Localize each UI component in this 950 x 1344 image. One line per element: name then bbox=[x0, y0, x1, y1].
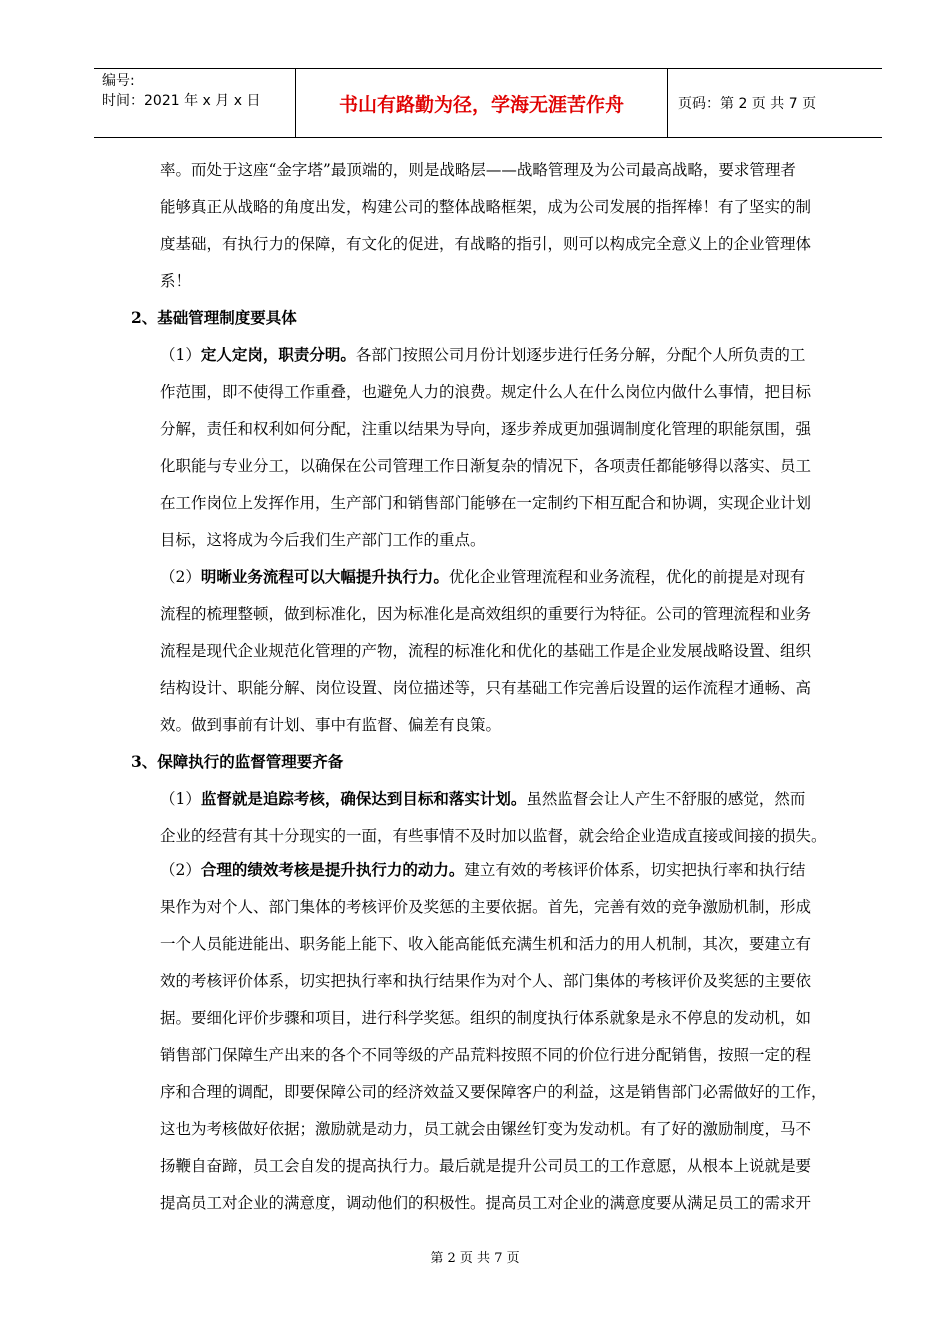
item-number: （1） bbox=[160, 790, 201, 808]
body-line: 这也为考核做好依据；激励就是动力，员工就会由镙丝钉变为发动机。有了好的激励制度，马不 bbox=[160, 1120, 812, 1138]
body-line: 效。做到事前有计划、事中有监督、偏差有良策。 bbox=[160, 716, 502, 734]
doc-number-label: 编号: bbox=[102, 73, 135, 89]
item-lead-rest: 建立有效的考核评价体系，切实把执行率和执行结 bbox=[464, 861, 806, 879]
section-heading-2: 2、基础管理制度要具体 bbox=[131, 308, 297, 327]
item-lead-rest: 虽然监督会让人产生不舒服的感觉，然而 bbox=[526, 790, 806, 808]
body-line: 流程的梳理整顿，做到标准化，因为标准化是高效组织的重要行为特征。公司的管理流程和业务 bbox=[160, 605, 812, 623]
body-line: 果作为对个人、部门集体的考核评价及奖惩的主要依据。首先，完善有效的竞争激励机制，形成 bbox=[160, 898, 812, 916]
item-lead-bold: 合理的绩效考核是提升执行力的动力。 bbox=[200, 860, 465, 879]
time-label: 时间：2021 年 x 月 x 日 bbox=[102, 93, 261, 109]
paragraph-lead bbox=[160, 345, 805, 365]
body-line: 序和合理的调配，即要保障公司的经济效益又要保障客户的利益，这是销售部门必需做好的工作， bbox=[160, 1083, 827, 1101]
paragraph-lead bbox=[160, 860, 805, 880]
header-meta-cell bbox=[94, 69, 296, 137]
header-motto: 书山有路勤为径，学海无涯苦作舟 bbox=[296, 69, 668, 137]
item-lead-bold: 明晰业务流程可以大幅提升执行力。 bbox=[200, 567, 449, 586]
body-line: 扬鞭自奋蹄，员工会自发的提高执行力。最后就是提升公司员工的工作意愿，从根本上说就是要 bbox=[160, 1157, 812, 1175]
body-line: 能够真正从战略的角度出发，构建公司的整体战略框架，成为公司发展的指挥棒！有了坚实的制 bbox=[160, 198, 812, 216]
body-line: 效的考核评价体系，切实把执行率和执行结果作为对个人、部门集体的考核评价及奖惩的主要依 bbox=[160, 972, 812, 990]
body-line: 率。而处于这座“金字塔”最顶端的，则是战略层——战略管理及为公司最高战略，要求管理者 bbox=[160, 161, 796, 179]
body-line: 度基础，有执行力的保障，有文化的促进，有战略的指引，则可以构成完全意义上的企业管理体 bbox=[160, 235, 812, 253]
paragraph-lead bbox=[160, 567, 805, 587]
item-number: （2） bbox=[160, 568, 201, 586]
body-line: 一个人员能进能出、职务能上能下、收入能高能低充满生机和活力的用人机制，其次，要建立有 bbox=[160, 935, 812, 953]
item-lead-bold: 监督就是追踪考核，确保达到目标和落实计划。 bbox=[200, 789, 527, 808]
body-line: 流程是现代企业规范化管理的产物，流程的标准化和优化的基础工作是企业发展战略设置、组织 bbox=[160, 642, 812, 660]
page-footer: 第 2 页 共 7 页 bbox=[430, 1251, 520, 1266]
item-number: （1） bbox=[160, 346, 201, 364]
page-header bbox=[94, 68, 882, 138]
section-heading-3: 3、保障执行的监督管理要齐备 bbox=[131, 752, 344, 771]
body-line: 系！ bbox=[160, 272, 192, 290]
body-line: 化职能与专业分工，以确保在公司管理工作日渐复杂的情况下，各项责任都能够得以落实、员工 bbox=[160, 457, 812, 475]
body-line: 目标，这将成为今后我们生产部门工作的重点。 bbox=[160, 531, 486, 549]
item-lead-rest: 各部门按照公司月份计划逐步进行任务分解，分配个人所负责的工 bbox=[355, 346, 806, 364]
item-lead-rest: 优化企业管理流程和业务流程，优化的前提是对现有 bbox=[448, 568, 806, 586]
body-line: 销售部门保障生产出来的各个不同等级的产品荒料按照不同的价位行进分配销售，按照一定的程 bbox=[160, 1046, 812, 1064]
paragraph-lead bbox=[160, 789, 805, 809]
body-line: 作范围，即不使得工作重叠，也避免人力的浪费。规定什么人在什么岗位内做什么事情，把目标 bbox=[160, 383, 812, 401]
body-line: 分解，责任和权利如何分配，注重以结果为导向，逐步养成更加强调制度化管理的职能氛围，强 bbox=[160, 420, 812, 438]
body-line: 在工作岗位上发挥作用，生产部门和销售部门能够在一定制约下相互配合和协调，实现企业计划 bbox=[160, 494, 812, 512]
body-line: 据。要细化评价步骤和项目，进行科学奖惩。组织的制度执行体系就象是永不停息的发动机，如 bbox=[160, 1009, 812, 1027]
body-line: 企业的经营有其十分现实的一面，有些事情不及时加以监督，就会给企业造成直接或间接的损失。 bbox=[160, 827, 827, 845]
body-line: 提高员工对企业的满意度，调动他们的积极性。提高员工对企业的满意度要从满足员工的需求开 bbox=[160, 1194, 812, 1212]
body-line: 结构设计、职能分解、岗位设置、岗位描述等，只有基础工作完善后设置的运作流程才通畅、高 bbox=[160, 679, 812, 697]
header-page-info: 页码：第 2 页 共 7 页 bbox=[678, 96, 817, 112]
item-number: （2） bbox=[160, 861, 201, 879]
item-lead-bold: 定人定岗，职责分明。 bbox=[200, 345, 356, 364]
